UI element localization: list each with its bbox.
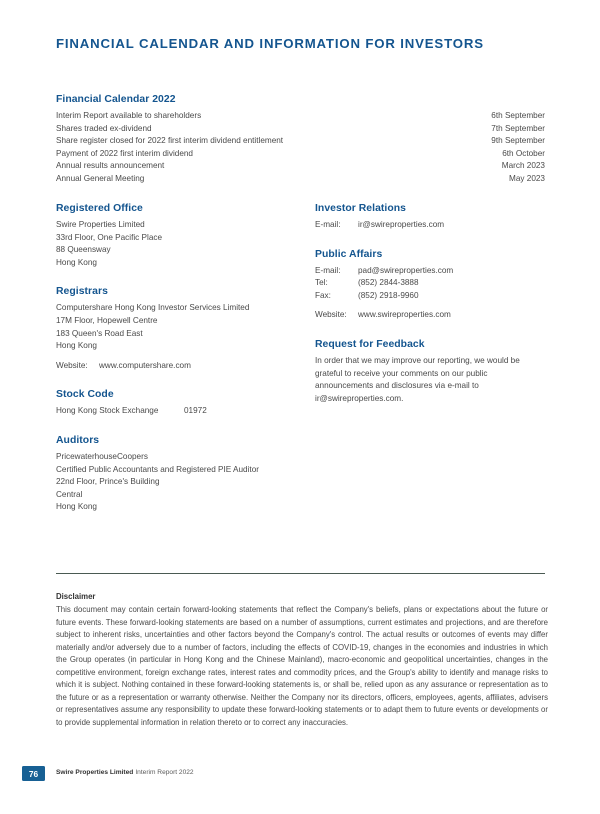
auditors-line: Hong Kong: [56, 502, 97, 512]
request-for-feedback-heading: Request for Feedback: [315, 338, 425, 350]
stock-code-heading: Stock Code: [56, 389, 114, 401]
investor-relations-block: [315, 203, 550, 232]
registered-office-heading: Registered Office: [56, 203, 143, 214]
calendar-row: [56, 135, 545, 148]
page-number-badge: 76: [22, 766, 45, 781]
auditors-heading: Auditors: [56, 434, 100, 446]
footer-company-name: Swire Properties Limited: [56, 769, 134, 776]
footer-report-name: Interim Report 2022: [135, 769, 194, 776]
calendar-event-label: Payment of 2022 first interim dividend: [56, 148, 193, 158]
registrars-website-value[interactable]: www.computershare.com: [99, 360, 191, 370]
registered-office-line: Swire Properties Limited: [56, 220, 145, 229]
calendar-event-date: March 2023: [501, 161, 545, 171]
registered-office-line: 33rd Floor, One Pacific Place: [56, 232, 163, 242]
section-divider: [56, 573, 545, 574]
public-affairs-tel-label: Tel:: [315, 278, 328, 288]
public-affairs-website-label: Website:: [315, 310, 347, 320]
registrars-line: 17M Floor, Hopewell Centre: [56, 315, 158, 325]
auditors-line: Central: [56, 489, 83, 499]
registrars-line: Computershare Hong Kong Investor Services Limited: [56, 303, 250, 313]
registered-office-line: 88 Queensway: [56, 245, 111, 255]
calendar-event-label: Shares traded ex-dividend: [56, 123, 152, 133]
registrars-website-label: Website:: [56, 360, 88, 370]
public-affairs-block: [315, 249, 550, 322]
calendar-event-date: May 2023: [509, 173, 545, 183]
public-affairs-website-row: [315, 309, 550, 322]
calendar-event-label: Annual results announcement: [56, 161, 165, 171]
public-affairs-fax-row: [315, 290, 550, 303]
request-for-feedback-body: In order that we may improve our reporting, we would be grateful to receive your comments on our public announcements and disclosures via e-mail to ir@swireproperties.com.: [315, 355, 520, 403]
disclaimer-body: This document may contain certain forward-looking statements that reflect the Company's beliefs, plans or expectations about the future or future events. These forward-looking statements are based on a number of assumptions, current estimates and projections, and are therefore subject to inherent risks, uncertainties and other factors beyond the Company's control. The actual results or outcomes of events may differ materially and/or adversely due to a number of factors, including the effects of COVID-19, changes in the economies and industries in which the Group operates (in particular in Hong Kong and the Chinese Mainland), macro-economic and geopolitical uncertainties, changes in the competitive environment, foreign exchange rates, interest rates and commodity prices, and the Group's ability to identify and manage risks to which it is subject. Nothing contained in these forward-looking statements is, or shall be, relied upon as any assurance or representation as to the future or as a representation or warranty otherwise. Neither the Company nor its directors, officers, employees, agents, affiliates, advisers or representatives assume any responsibility to update these forward-looking statements or to adapt them to future events or developments or to provide supplemental information in relation thereto or to correct any inaccuracies.: [56, 605, 548, 727]
public-affairs-email-row: [315, 265, 550, 278]
calendar-row: [56, 160, 545, 173]
public-affairs-tel-row: [315, 277, 550, 290]
right-info-column: [315, 203, 550, 405]
public-affairs-heading: Public Affairs: [315, 248, 383, 260]
calendar-event-date: 7th September: [491, 123, 545, 133]
registered-office-block: [56, 203, 301, 269]
registrars-line: 183 Queen's Road East: [56, 328, 143, 338]
registrars-lines: [56, 302, 301, 352]
investor-relations-email-label: E-mail:: [315, 220, 341, 229]
calendar-event-label: Annual General Meeting: [56, 173, 145, 183]
left-info-column: [56, 203, 301, 514]
registered-office-lines: [56, 219, 301, 269]
stock-code-value: 01972: [184, 406, 207, 416]
financial-calendar-rows: [56, 110, 545, 186]
registrars-block: [56, 286, 301, 372]
page-footer: [0, 766, 600, 788]
page-title: FINANCIAL CALENDAR AND INFORMATION FOR INVESTORS: [56, 36, 484, 51]
financial-calendar-heading: Financial Calendar 2022: [56, 94, 176, 105]
calendar-row: [56, 110, 545, 123]
registrars-line: Hong Kong: [56, 341, 97, 351]
calendar-event-date: 6th September: [491, 111, 545, 120]
calendar-row: [56, 148, 545, 161]
auditors-lines: [56, 451, 301, 514]
registrars-heading: Registrars: [56, 286, 108, 298]
stock-code-block: [56, 389, 301, 418]
public-affairs-website-value[interactable]: www.swireproperties.com: [358, 310, 451, 320]
auditors-line: Certified Public Accountants and Registered PIE Auditor: [56, 464, 259, 474]
financial-calendar-section: [56, 94, 545, 186]
disclaimer-title: Disclaimer: [56, 592, 96, 601]
footer-caption: [56, 769, 194, 776]
calendar-event-label: Share register closed for 2022 first interim dividend entitlement: [56, 136, 284, 146]
investor-relations-email-value[interactable]: ir@swireproperties.com: [358, 220, 445, 229]
public-affairs-email-label: E-mail:: [315, 265, 341, 275]
calendar-event-date: 6th October: [502, 148, 545, 158]
auditors-line: PricewaterhouseCoopers: [56, 451, 148, 461]
stock-exchange-label: Hong Kong Stock Exchange: [56, 406, 159, 416]
calendar-event-label: Interim Report available to shareholders: [56, 111, 202, 120]
auditors-block: [56, 435, 301, 514]
disclaimer-section: [56, 592, 548, 729]
registered-office-line: Hong Kong: [56, 257, 97, 267]
public-affairs-fax-label: Fax:: [315, 290, 331, 300]
public-affairs-fax-value: (852) 2918-9960: [358, 290, 419, 300]
calendar-event-date: 9th September: [491, 136, 545, 146]
public-affairs-email-value[interactable]: pad@swireproperties.com: [358, 265, 454, 275]
investor-relations-heading: Investor Relations: [315, 203, 406, 214]
request-for-feedback-block: [315, 339, 550, 405]
calendar-row: [56, 123, 545, 136]
investor-relations-email-row: [315, 219, 550, 232]
auditors-line: 22nd Floor, Prince's Building: [56, 477, 160, 487]
registrars-website-row: [56, 360, 301, 373]
stock-code-row: [56, 405, 301, 418]
calendar-row: [56, 173, 545, 186]
public-affairs-tel-value: (852) 2844-3888: [358, 278, 419, 288]
